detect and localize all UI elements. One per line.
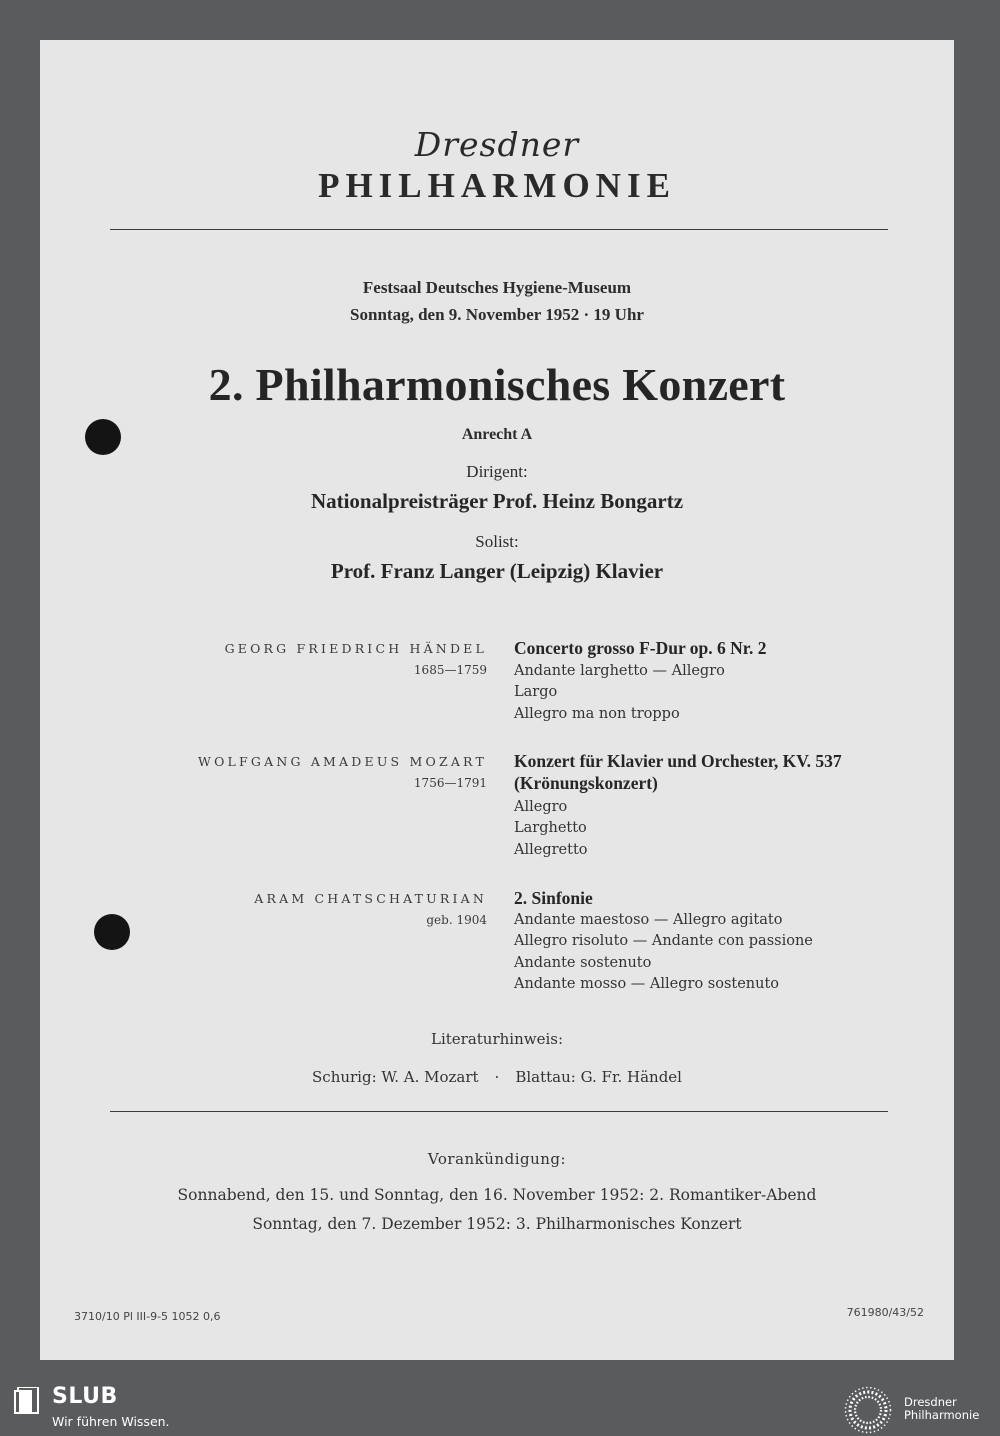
movement: Allegro ma non troppo <box>514 705 680 722</box>
movement: Andante maestoso — Allegro agitato <box>514 912 783 928</box>
movement-list <box>514 661 725 725</box>
composer-years: 1756—1791 <box>413 776 487 790</box>
punch-hole-bottom <box>94 914 130 950</box>
composer: ARAM CHATSCHATURIAN <box>254 891 487 906</box>
movement: Larghetto <box>514 820 587 837</box>
announcement-label: Vorankündigung: <box>427 1150 567 1168</box>
footer-bar <box>0 1378 1000 1433</box>
logo-brand: PHILHARMONIE <box>318 166 676 205</box>
partner-name-line1: Dresdner <box>904 1395 957 1409</box>
subscription: Anrecht A <box>461 426 533 443</box>
composer: GEORG FRIEDRICH HÄNDEL <box>224 641 487 656</box>
movement-list <box>514 797 588 861</box>
composer-years: 1685—1759 <box>413 663 487 677</box>
book-icon <box>12 1387 40 1417</box>
work-title: 2. Sinfonie <box>514 888 593 908</box>
print-code-right: 761980/43/52 <box>846 1306 924 1319</box>
composer-years: geb. 1904 <box>426 913 487 927</box>
work-subtitle: (Krönungskonzert) <box>514 773 658 793</box>
date-time: Sonntag, den 9. November 1952 · 19 Uhr <box>350 305 644 324</box>
venue: Festsaal Deutsches Hygiene-Museum <box>362 278 632 297</box>
library-tagline: Wir führen Wissen. <box>52 1414 170 1429</box>
literature-ref-2: Blattau: G. Fr. Händel <box>515 1068 682 1086</box>
conductor: Nationalpreisträger Prof. Heinz Bongartz <box>310 489 684 513</box>
literature-separator: · <box>494 1068 500 1086</box>
sunburst-logo-icon <box>842 1384 894 1436</box>
print-code-left: 3710/10 Pl III-9-5 1052 0,6 <box>74 1310 221 1323</box>
logo-script: Dresdner <box>414 125 580 164</box>
top-divider <box>110 229 888 230</box>
movement-list <box>514 910 813 995</box>
movement: Allegro <box>514 799 568 815</box>
movement: Andante mosso — Allegro sostenuto <box>514 975 780 992</box>
announcement-2: Sonntag, den 7. Dezember 1952: 3. Philharmonisches Konzert <box>252 1215 742 1233</box>
movement: Andante larghetto — Allegro <box>514 663 725 679</box>
partner-name-line2: Philharmonie <box>904 1408 980 1422</box>
program-sheet <box>40 40 954 1360</box>
literature-references <box>40 1068 954 1086</box>
library-name: SLUB <box>52 1384 118 1409</box>
movement: Allegro risoluto — Andante con passione <box>514 933 813 950</box>
movement: Andante sostenuto <box>514 954 652 971</box>
soloist-label: Solist: <box>475 532 519 551</box>
soloist: Prof. Franz Langer (Leipzig) Klavier <box>330 559 664 583</box>
composer: WOLFGANG AMADEUS MOZART <box>198 754 487 769</box>
partner-name <box>904 1396 979 1422</box>
concert-title: 2. Philharmonisches Konzert <box>208 359 786 410</box>
work-title: Konzert für Klavier und Orchester, KV. 537 <box>514 751 842 771</box>
movement: Largo <box>514 684 558 701</box>
work-title: Concerto grosso F-Dur op. 6 Nr. 2 <box>514 638 767 658</box>
announcement-1: Sonnabend, den 15. und Sonntag, den 16. November 1952: 2. Romantiker-Abend <box>177 1186 817 1204</box>
bottom-divider <box>110 1111 888 1112</box>
movement: Allegretto <box>514 841 588 858</box>
conductor-label: Dirigent: <box>466 462 528 481</box>
literature-ref-1: Schurig: W. A. Mozart <box>312 1068 479 1086</box>
literature-label: Literaturhinweis: <box>430 1030 564 1048</box>
